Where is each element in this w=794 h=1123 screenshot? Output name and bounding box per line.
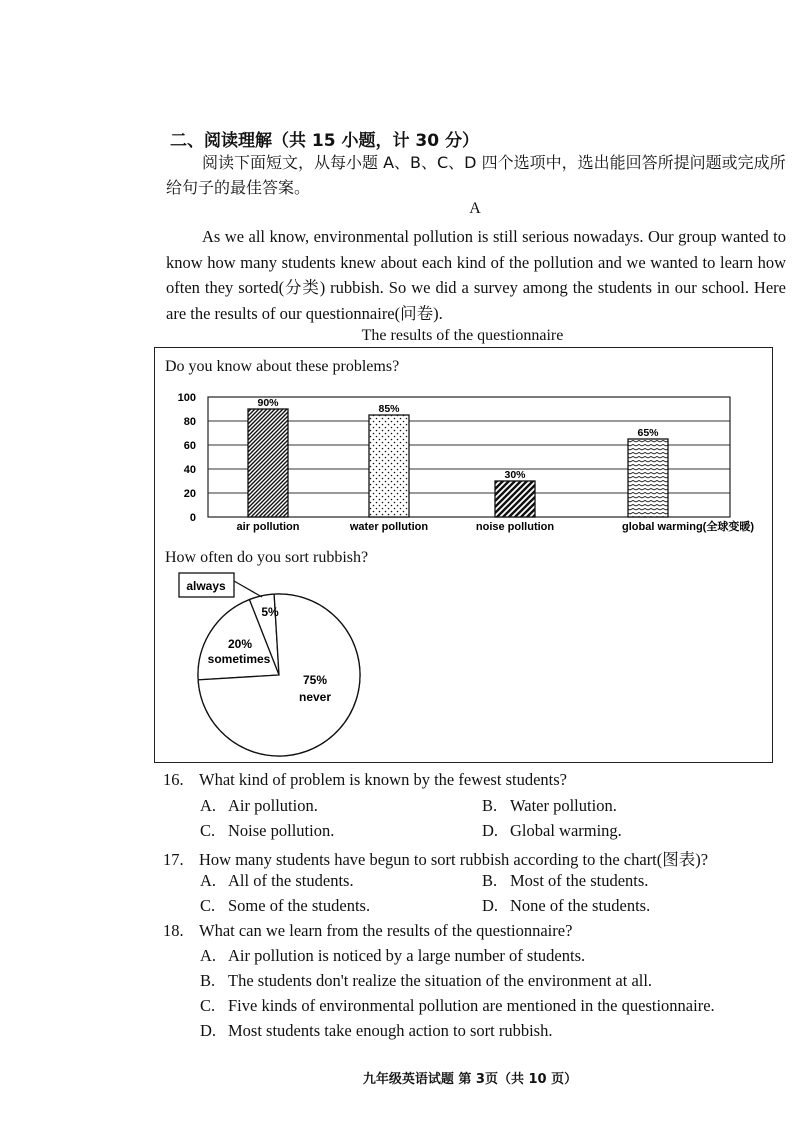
page-footer: 九年级英语试题 第 3页（共 10 页） — [362, 1072, 578, 1087]
bar-data-label: 30% — [504, 469, 526, 481]
passage-text: As we all know, environmental pollution is still serious nowadays. Our group wanted to know how many students knew about each kind of the pollution and we wanted to learn how often they sorted(分类) rubbish. So we did a survey among the students in our school. Here are the results of our questionnaire(问卷). — [166, 227, 786, 323]
option-text: Air pollution. — [228, 796, 318, 815]
option-1-3[interactable] — [482, 896, 650, 916]
option-text: Five kinds of environmental pollution are mentioned in the questionnaire. — [228, 996, 715, 1015]
option-text: Most students take enough action to sort rubbish. — [228, 1021, 553, 1040]
option-1-2[interactable] — [200, 896, 370, 916]
option-letter: B. — [482, 871, 498, 890]
option-1-1[interactable] — [482, 871, 648, 891]
bar-ytick-label: 100 — [177, 392, 196, 404]
bar-category-label: global warming(全球变暖) — [622, 521, 754, 533]
bar-ytick-label: 20 — [183, 488, 196, 500]
option-letter: D. — [200, 1021, 217, 1040]
question-text: How many students have begun to sort rubbish according to the chart(图表)? — [199, 850, 709, 869]
question-number: 16. — [163, 770, 184, 789]
question-0 — [163, 770, 567, 790]
option-2-0[interactable] — [200, 946, 585, 966]
option-0-1[interactable] — [482, 796, 617, 816]
section-title: 二、阅读理解（共 15 小题，计 30 分） — [170, 131, 479, 151]
option-text: Water pollution. — [510, 796, 617, 815]
bar-category-label: noise pollution — [475, 521, 555, 533]
bar-ytick-label: 0 — [189, 512, 196, 524]
bar-data-label: 90% — [257, 397, 279, 409]
bar-3 — [628, 439, 668, 517]
bar-category-label: water pollution — [349, 521, 429, 533]
option-text: Noise pollution. — [228, 821, 335, 840]
option-letter: D. — [482, 896, 499, 915]
passage-letter: A — [469, 200, 481, 217]
option-letter: C. — [200, 896, 216, 915]
option-letter: B. — [200, 971, 216, 990]
bar-ytick-label: 40 — [183, 464, 196, 476]
option-text: None of the students. — [510, 896, 651, 915]
pie-label-always: always — [186, 579, 226, 593]
option-text: Global warming. — [510, 821, 622, 840]
bar-ytick-label: 80 — [183, 416, 196, 428]
questionnaire-title: The results of the questionnaire — [361, 327, 564, 344]
question-number: 18. — [163, 921, 184, 940]
bar-2 — [495, 481, 535, 517]
question-1 — [163, 846, 708, 870]
option-letter: C. — [200, 996, 216, 1015]
pie-callout-line — [234, 581, 262, 597]
bar-ytick-label: 60 — [183, 440, 196, 452]
bar-chart-question: Do you know about these problems? — [165, 358, 400, 375]
option-2-1[interactable] — [200, 971, 652, 991]
option-letter: B. — [482, 796, 498, 815]
option-2-2[interactable] — [200, 996, 715, 1016]
bar-1 — [369, 415, 409, 517]
section-instructions: 阅读下面短文，从每小题 A、B、C、D 四个选项中，选出能回答所提问题或完成所给句子的最佳答案。 — [166, 153, 786, 197]
pie-percent-sometimes: 20% — [227, 637, 253, 651]
bar-data-label: 65% — [637, 427, 659, 439]
option-letter: C. — [200, 821, 216, 840]
option-0-3[interactable] — [482, 821, 622, 841]
option-1-0[interactable] — [200, 871, 354, 891]
option-text: The students don't realize the situation of the environment at all. — [228, 971, 653, 990]
option-letter: A. — [200, 796, 217, 815]
pie-label-never: never — [298, 690, 332, 704]
question-text: What kind of problem is known by the fewest students? — [199, 770, 567, 789]
bar-data-label: 85% — [378, 403, 400, 415]
option-text: Most of the students. — [510, 871, 649, 890]
bar-category-label: air pollution — [236, 521, 300, 533]
question-2 — [163, 921, 572, 941]
option-text: Some of the students. — [228, 896, 371, 915]
bar-0 — [248, 409, 288, 517]
question-number: 17. — [163, 850, 184, 869]
option-0-2[interactable] — [200, 821, 334, 841]
option-letter: D. — [482, 821, 499, 840]
option-0-0[interactable] — [200, 796, 318, 816]
option-2-3[interactable] — [200, 1021, 552, 1041]
pie-chart-question: How often do you sort rubbish? — [165, 549, 369, 566]
question-text: What can we learn from the results of the questionnaire? — [199, 921, 573, 940]
option-text: All of the students. — [228, 871, 354, 890]
pie-percent-never: 75% — [302, 673, 328, 687]
option-text: Air pollution is noticed by a large number of students. — [228, 946, 586, 965]
pie-percent-always: 5% — [261, 605, 279, 619]
option-letter: A. — [200, 871, 217, 890]
pie-label-sometimes: sometimes — [207, 652, 271, 666]
option-letter: A. — [200, 946, 217, 965]
